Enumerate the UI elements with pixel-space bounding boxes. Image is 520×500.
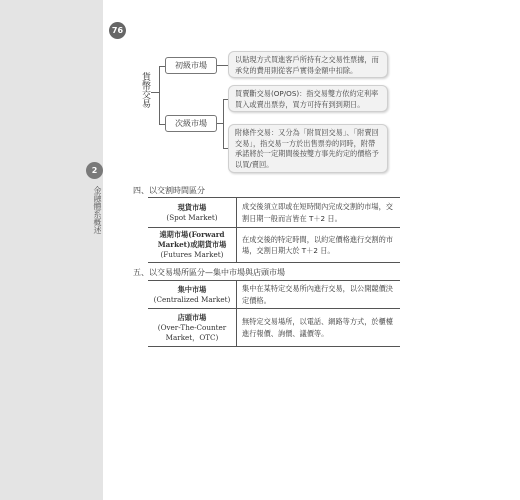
side-strip: [0, 0, 103, 500]
market-name-en: (Spot Market): [166, 212, 218, 222]
market-name: 現貨市場: [177, 202, 207, 212]
section5-heading: 五、以交易場所區分—集中市場與店頭市場: [133, 268, 285, 277]
secondary-market-label: 次級市場: [175, 119, 207, 128]
market-description: 成交後須立即或在短時間內完成交割的市場，交割日期一般而言皆在 T＋2 日。: [237, 198, 401, 228]
trading-venue-table: [148, 280, 400, 347]
market-name-cell: [148, 228, 237, 263]
market-name: 集中市場: [177, 284, 207, 294]
market-name: 店頭市場: [177, 312, 207, 322]
market-name: Market)或期貨市場: [157, 240, 227, 249]
chapter-number-badge: 2: [86, 162, 103, 179]
connector: [159, 66, 160, 125]
primary-market-node: [165, 57, 217, 74]
market-name-cell: [148, 309, 237, 347]
section4-heading: 四、以交割時間區分: [133, 186, 205, 195]
market-name-en: (Centralized Market): [153, 294, 231, 304]
chapter-title: 金融體系概述: [93, 186, 102, 234]
table-row: [148, 228, 400, 263]
connector: [223, 99, 224, 149]
settlement-time-table: [148, 197, 400, 263]
page-number: 76: [109, 22, 126, 39]
primary-market-label: 初級市場: [175, 61, 207, 70]
market-name-en: (Futures Market): [160, 250, 224, 259]
repo-trade-description: 附條件交易：又分為「附買回交易」、「附賣回交易」，指交易一方於出售票券的同時，附帶承諾將於一定期間後按雙方事先約定的價格予以買/賣回。: [228, 124, 388, 173]
market-description: 在成交後的特定時間，以約定價格進行交割的市場，交割日期大於 T＋2 日。: [237, 228, 401, 263]
market-description: 集中在某特定交易所內進行交易，以公開競價決定價格。: [237, 281, 401, 309]
connector: [217, 65, 228, 66]
market-name-en: (Over-The-Counter: [157, 322, 227, 332]
secondary-market-node: [165, 115, 217, 132]
primary-market-description: 以貼現方式買進客戶所持有之交易性票據，而承兌的費用則從客戶實得金額中扣除。: [228, 51, 388, 78]
market-name-cell: [148, 198, 237, 228]
connector: [151, 92, 159, 93]
outright-trade-description: 買賣斷交易(OP/OS)：指交易雙方依約定利率買入或賣出票券，買方可持有到到期日。: [228, 85, 388, 112]
table-row: [148, 281, 400, 309]
table-row: [148, 309, 400, 347]
table-row: [148, 198, 400, 228]
diagram-root-label: 貨幣交易: [140, 72, 150, 108]
market-name-cell: [148, 281, 237, 309]
market-name-en: Market，OTC): [165, 332, 219, 342]
market-name: 遠期市場(Forward: [159, 230, 225, 239]
market-description: 無特定交易場所，以電話、網路等方式，於櫃檯進行報價、詢價、議價等。: [237, 309, 401, 347]
